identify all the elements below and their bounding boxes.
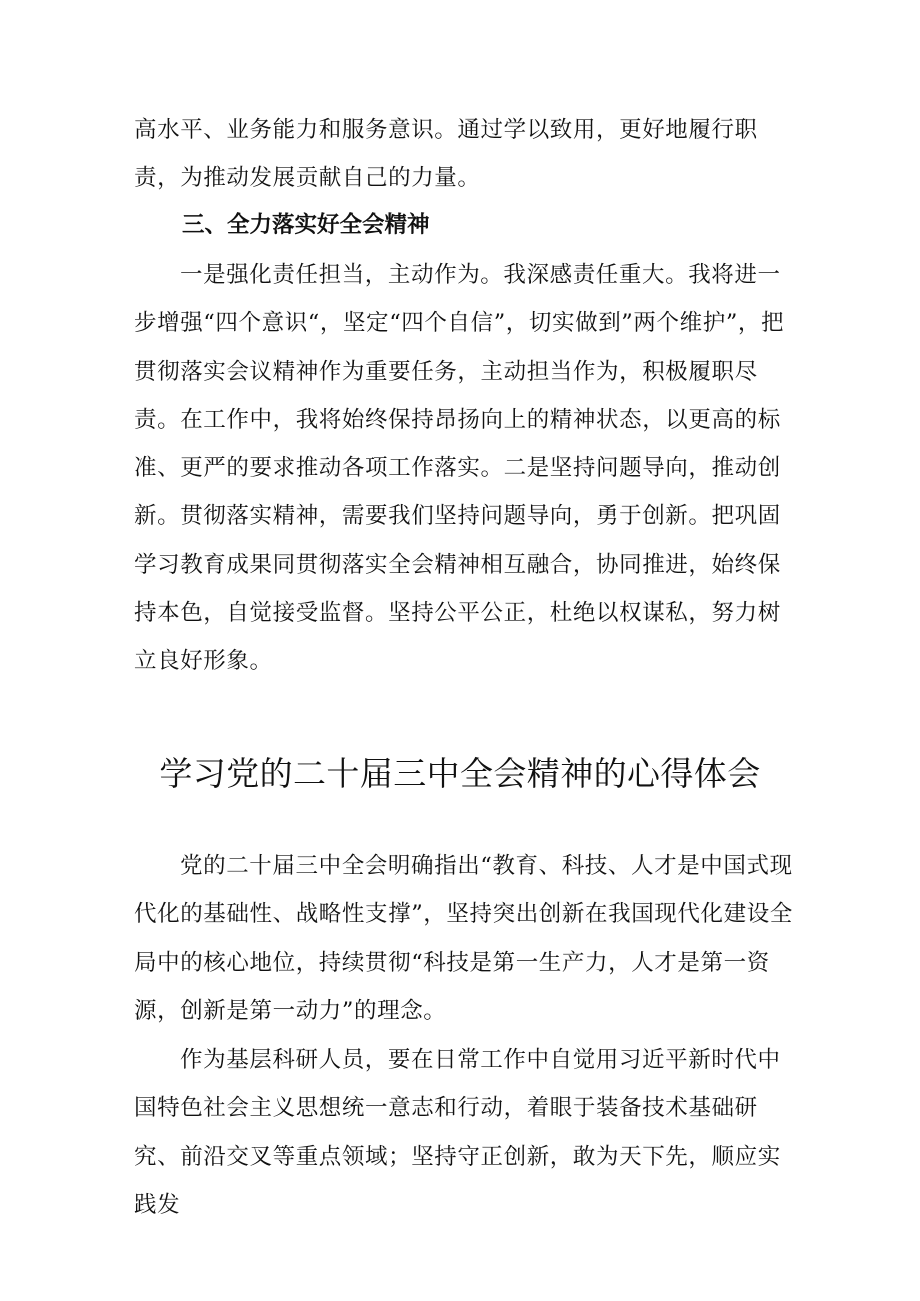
article-title: 学习党的二十届三中全会精神的心得体会 <box>159 754 761 793</box>
section-paragraph: 一是强化责任担当，主动作为。我深感责任重大。我将进一步增强“四个意识“，坚定“四个自信”，切实做到”两个维护”，把贯彻落实会议精神作为重要任务，主动担当作为，积极履职尽责。在工作中，我将始终保持昂扬向上的精神状态，以更高的标准、更严的要求推动各项工作落实。二是坚持问题导向，推动创新。贯彻落实精神，需要我们坚持问题导向，勇于创新。把巩固学习教育成果同贯彻落实全会精神相互融合，协同推进，始终保持本色，自觉接受监督。坚持公平公正，杜绝以权谋私，努力树立良好形象。 <box>134 262 785 675</box>
article-paragraph-2: 作为基层科研人员，要在日常工作中自觉用习近平新时代中国特色社会主义思想统一意志和行动，着眼于装备技术基础研究、前沿交叉等重点领域；坚持守正创新，敢为天下先，顺应实践发 <box>134 1047 781 1218</box>
continuation-paragraph: 高水平、业务能力和服务意识。通过学以致用，更好地履行职责，为推动发展贡献自己的力量。 <box>134 117 758 192</box>
article-paragraph-1: 党的二十届三中全会明确指出“教育、科技、人才是中国式现代化的基础性、战略性支撑”，坚持突出创新在我国现代化建设全局中的核心地位，持续贯彻“科技是第一生产力，人才是第一资源，创新是第一动力”的理念。 <box>134 853 793 1024</box>
section-heading: 三、全力落实好全会精神 <box>182 212 430 238</box>
